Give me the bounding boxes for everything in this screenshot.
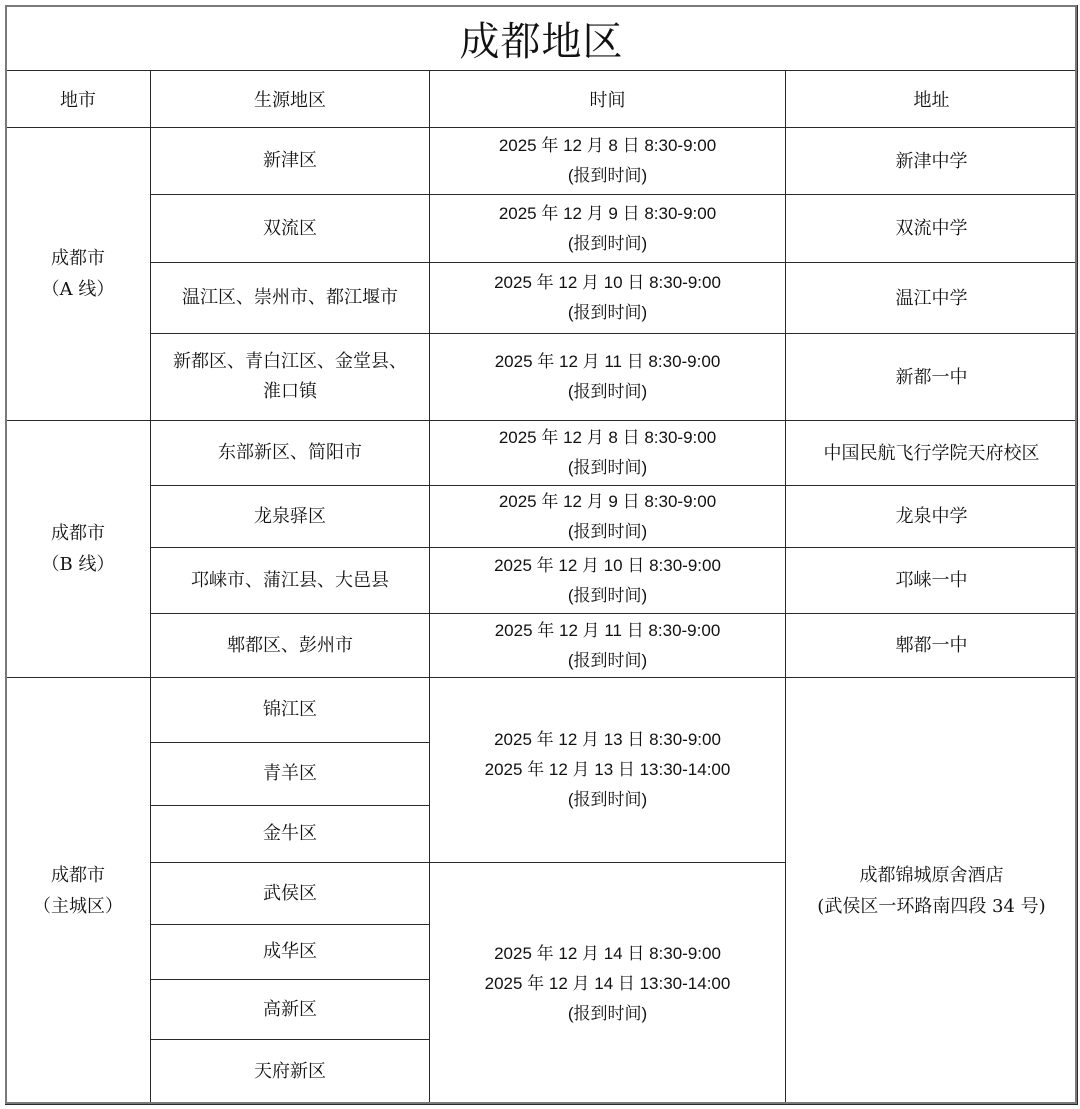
time-text: 2025 年 12 月 9 日 8:30-9:00 xyxy=(498,491,717,511)
time-text: 2025 年 12 月 14 日 13:30-14:00 xyxy=(484,973,731,993)
address-cell: 双流中学 xyxy=(786,195,1078,263)
time-note: (报到时间) xyxy=(567,166,648,185)
table-row xyxy=(6,548,1078,614)
header-time: 时间 xyxy=(430,71,786,128)
header-area: 生源地区 xyxy=(151,71,430,128)
region-city: 成都市 xyxy=(51,523,105,544)
header-address: 地址 xyxy=(786,71,1078,128)
region-line: （B 线） xyxy=(41,554,115,575)
exam-schedule-table xyxy=(5,5,1078,1105)
table-row xyxy=(6,421,1078,486)
time-cell xyxy=(430,548,786,614)
time-note: (报到时间) xyxy=(567,458,648,477)
time-cell xyxy=(430,195,786,263)
time-note: (报到时间) xyxy=(567,1003,648,1023)
time-cell xyxy=(430,614,786,678)
time-text: 2025 年 12 月 13 日 8:30-9:00 xyxy=(494,730,721,749)
time-cell xyxy=(430,334,786,421)
table-title: 成都地区 xyxy=(6,6,1078,71)
address-cell: 中国民航飞行学院天府校区 xyxy=(786,421,1078,486)
time-text: 2025 年 12 月 10 日 8:30-9:00 xyxy=(494,555,721,575)
address-cell: 龙泉中学 xyxy=(786,486,1078,548)
area-cell: 双流区 xyxy=(151,195,430,263)
address-cell: 邛崃一中 xyxy=(786,548,1078,614)
time-cell xyxy=(430,263,786,334)
area-cell: 青羊区 xyxy=(151,743,430,806)
table-row xyxy=(6,128,1078,195)
time-text: 2025 年 12 月 13 日 13:30-14:00 xyxy=(484,760,731,779)
time-note: (报到时间) xyxy=(567,382,648,401)
table-row xyxy=(6,486,1078,548)
area-cell: 邛崃市、蒲江县、大邑县 xyxy=(151,548,430,614)
area-cell xyxy=(151,334,430,421)
header-row xyxy=(6,71,1078,128)
area-cell: 高新区 xyxy=(151,980,430,1040)
address-text: 成都锦城原舍酒店 xyxy=(859,865,1004,886)
table-row xyxy=(6,678,1078,743)
time-text: 2025 年 12 月 11 日 8:30-9:00 xyxy=(494,620,721,640)
time-note: (报到时间) xyxy=(567,521,648,541)
area-cell: 锦江区 xyxy=(151,678,430,743)
address-cell: 新都一中 xyxy=(786,334,1078,421)
area-text: 新都区、青白江区、金堂县、 xyxy=(173,351,407,372)
time-note: (报到时间) xyxy=(567,303,648,322)
table-row xyxy=(6,263,1078,334)
region-main-city xyxy=(6,678,151,1105)
time-note: (报到时间) xyxy=(567,790,648,809)
area-cell: 武侯区 xyxy=(151,863,430,925)
address-cell: 郫都一中 xyxy=(786,614,1078,678)
time-text: 2025 年 12 月 14 日 8:30-9:00 xyxy=(494,943,721,963)
area-cell: 天府新区 xyxy=(151,1040,430,1105)
address-cell xyxy=(786,678,1078,1105)
time-text: 2025 年 12 月 9 日 8:30-9:00 xyxy=(498,203,717,223)
area-cell: 东部新区、简阳市 xyxy=(151,421,430,486)
time-note: (报到时间) xyxy=(567,650,648,670)
time-block-cell xyxy=(430,678,786,863)
region-b xyxy=(6,421,151,678)
area-cell: 温江区、崇州市、都江堰市 xyxy=(151,263,430,334)
header-city: 地市 xyxy=(6,71,151,128)
table-row xyxy=(6,334,1078,421)
area-cell: 新津区 xyxy=(151,128,430,195)
time-cell xyxy=(430,421,786,486)
time-text: 2025 年 12 月 10 日 8:30-9:00 xyxy=(494,273,721,292)
time-text: 2025 年 12 月 11 日 8:30-9:00 xyxy=(494,352,721,371)
region-city: 成都市 xyxy=(51,248,105,269)
area-cell: 郫都区、彭州市 xyxy=(151,614,430,678)
address-cell: 温江中学 xyxy=(786,263,1078,334)
region-a xyxy=(6,128,151,421)
region-line: （主城区） xyxy=(33,896,123,917)
area-cell: 成华区 xyxy=(151,925,430,980)
title-row xyxy=(6,6,1078,71)
area-text: 淮口镇 xyxy=(263,381,317,402)
table-row xyxy=(6,614,1078,678)
area-cell: 龙泉驿区 xyxy=(151,486,430,548)
region-city: 成都市 xyxy=(51,865,105,886)
time-note: (报到时间) xyxy=(567,585,648,605)
time-block-cell xyxy=(430,863,786,1105)
time-text: 2025 年 12 月 8 日 8:30-9:00 xyxy=(498,136,717,155)
time-note: (报到时间) xyxy=(567,233,648,253)
region-line: （A 线） xyxy=(41,279,115,300)
address-text: (武侯区一环路南四段 34 号) xyxy=(817,896,1046,917)
table-row xyxy=(6,195,1078,263)
time-cell xyxy=(430,128,786,195)
time-text: 2025 年 12 月 8 日 8:30-9:00 xyxy=(498,428,717,447)
area-cell: 金牛区 xyxy=(151,806,430,863)
time-cell xyxy=(430,486,786,548)
address-cell: 新津中学 xyxy=(786,128,1078,195)
